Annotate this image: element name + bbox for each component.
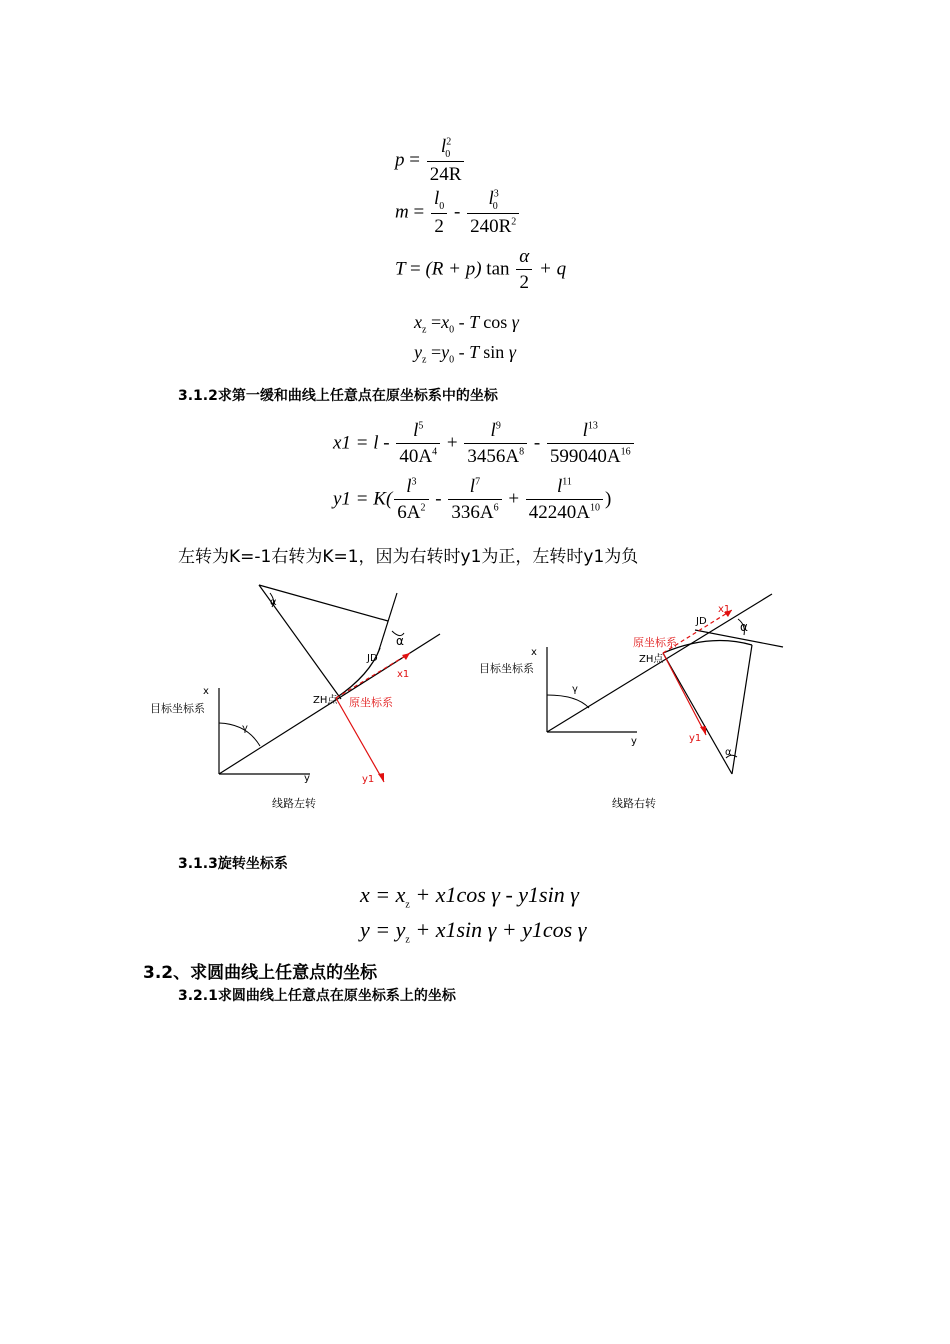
formula-y1: y1 = K( $\frac{l^3}{6A^2}$ - $\frac{l^7}{336A^6}$ + $\frac{l^{11}}{42240A^{10}}$ ) <box>333 476 612 523</box>
right-triangle-side2 <box>732 645 752 774</box>
formula-T: T = (R + p) tan $\frac{\alpha}{2}$ + q <box>395 246 567 293</box>
left-label-alpha1: α <box>270 597 277 608</box>
left-triangle-side2 <box>259 585 388 621</box>
left-tangent2 <box>379 593 397 650</box>
right-label-x: x <box>531 647 537 658</box>
right-label-alpha2: α <box>740 620 748 634</box>
left-label-alpha2: α <box>396 634 404 648</box>
left-label-x1: x1 <box>397 669 410 680</box>
formula-p: p = $\frac{l^2_0}{24R}$ <box>395 136 466 186</box>
right-label-alpha1: α <box>725 747 732 758</box>
right-label-y1: y1 <box>689 733 702 744</box>
diagram-left <box>150 585 440 810</box>
formula-m: m = $\frac{l_0}{2}$ - $\frac{l^3_0}{240R^2}$ <box>395 188 521 238</box>
right-label-zh: ZH点 <box>639 654 664 665</box>
right-label-jd: JD <box>696 616 707 627</box>
right-label-gamma: γ <box>572 684 578 695</box>
formula-yz: $y_z =y_0 - T$ sin γ <box>414 342 516 366</box>
section-321-heading: 3.2.1求圆曲线上任意点在原坐标系上的坐标 <box>178 988 456 1004</box>
left-label-y1: y1 <box>362 774 375 785</box>
left-label-orig-sys: 原坐标系 <box>349 696 393 709</box>
diagram-right <box>479 594 783 810</box>
right-y1-axis <box>663 653 706 735</box>
formula-xz: $x_z =x_0 - T$ cos γ <box>414 312 519 336</box>
left-label-gamma: γ <box>242 723 248 734</box>
right-caption: 线路右转 <box>612 797 656 810</box>
right-triangle-side1 <box>663 653 732 774</box>
left-label-target-sys: 目标坐标系 <box>150 702 205 715</box>
left-x1-arrow <box>402 653 410 660</box>
left-caption: 线路左转 <box>272 797 316 810</box>
right-gamma-arc <box>547 695 589 708</box>
right-label-target-sys: 目标坐标系 <box>479 662 534 675</box>
formula-rot-y: $y = y_z + x1\sin$ γ + y1cos γ <box>360 917 587 946</box>
left-gamma-arc <box>219 723 260 746</box>
section-312-heading: 3.1.2求第一缓和曲线上任意点在原坐标系中的坐标 <box>178 388 498 404</box>
left-label-jd: JD <box>367 653 378 664</box>
formula-rot-x: $x = x_z + x1\cos$ γ - y1sin γ <box>360 882 579 911</box>
left-y1-arrow <box>378 773 384 782</box>
left-label-zh: ZH点 <box>313 695 338 706</box>
right-label-x1: x1 <box>718 604 731 615</box>
left-y1-axis <box>336 698 384 782</box>
right-tangent2 <box>695 630 783 647</box>
formula-x1: x1 = l - $\frac{l^5}{40A^4}$ + $\frac{l^9}{3456A^8}$ - $\frac{l^{13}}{599040A^{16}}$ <box>333 420 636 468</box>
coordinate-diagrams <box>0 575 950 825</box>
left-label-x: x <box>203 686 209 697</box>
section-32-heading: 3.2、求圆曲线上任意点的坐标 <box>143 963 378 983</box>
left-label-y: y <box>304 773 310 784</box>
right-label-orig-sys: 原坐标系 <box>633 636 677 649</box>
right-label-y: y <box>631 736 637 747</box>
section-313-heading: 3.1.3旋转坐标系 <box>178 856 288 872</box>
turn-direction-note: 左转为K=-1右转为K=1，因为右转时y1为正，左转时y1为负 <box>178 547 639 567</box>
